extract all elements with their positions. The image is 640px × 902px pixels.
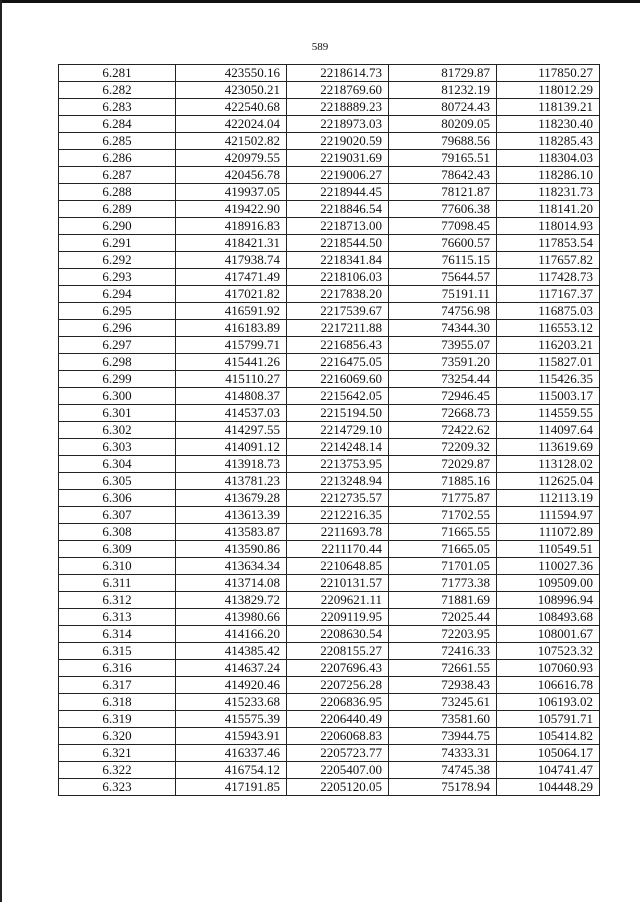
table-row: [59, 626, 600, 643]
point-id-cell: 6.303: [59, 439, 176, 456]
table-row: [59, 133, 600, 150]
value-a-cell: 417938.74: [176, 252, 287, 269]
value-c-cell: 71702.55: [389, 507, 497, 524]
point-id-cell: 6.297: [59, 337, 176, 354]
value-c-cell: 76115.15: [389, 252, 497, 269]
value-a-cell: 414385.42: [176, 643, 287, 660]
value-c-cell: 73591.20: [389, 354, 497, 371]
point-id-cell: 6.312: [59, 592, 176, 609]
value-b-cell: 2218341.84: [287, 252, 389, 269]
value-b-cell: 2218544.50: [287, 235, 389, 252]
value-a-cell: 413714.08: [176, 575, 287, 592]
point-id-cell: 6.307: [59, 507, 176, 524]
value-b-cell: 2219020.59: [287, 133, 389, 150]
value-b-cell: 2213248.94: [287, 473, 389, 490]
table-row: [59, 303, 600, 320]
value-d-cell: 104741.47: [497, 762, 600, 779]
point-id-cell: 6.304: [59, 456, 176, 473]
value-a-cell: 415233.68: [176, 694, 287, 711]
coordinate-table: [58, 64, 600, 796]
point-id-cell: 6.306: [59, 490, 176, 507]
value-a-cell: 423550.16: [176, 65, 287, 82]
value-b-cell: 2218973.03: [287, 116, 389, 133]
value-c-cell: 72209.32: [389, 439, 497, 456]
value-a-cell: 413829.72: [176, 592, 287, 609]
value-b-cell: 2206836.95: [287, 694, 389, 711]
value-a-cell: 417191.85: [176, 779, 287, 796]
value-b-cell: 2217211.88: [287, 320, 389, 337]
table-row: [59, 473, 600, 490]
value-a-cell: 416337.46: [176, 745, 287, 762]
value-c-cell: 79165.51: [389, 150, 497, 167]
table-row: [59, 507, 600, 524]
value-a-cell: 415799.71: [176, 337, 287, 354]
value-d-cell: 113619.69: [497, 439, 600, 456]
value-c-cell: 73955.07: [389, 337, 497, 354]
value-b-cell: 2216069.60: [287, 371, 389, 388]
table-row: [59, 405, 600, 422]
value-d-cell: 111594.97: [497, 507, 600, 524]
table-row: [59, 745, 600, 762]
point-id-cell: 6.321: [59, 745, 176, 762]
value-a-cell: 413781.23: [176, 473, 287, 490]
value-c-cell: 78121.87: [389, 184, 497, 201]
value-c-cell: 71701.05: [389, 558, 497, 575]
value-b-cell: 2219006.27: [287, 167, 389, 184]
value-a-cell: 418916.83: [176, 218, 287, 235]
value-d-cell: 105791.71: [497, 711, 600, 728]
point-id-cell: 6.291: [59, 235, 176, 252]
value-c-cell: 73245.61: [389, 694, 497, 711]
table-row: [59, 252, 600, 269]
table-row: [59, 456, 600, 473]
value-b-cell: 2216856.43: [287, 337, 389, 354]
value-c-cell: 76600.57: [389, 235, 497, 252]
point-id-cell: 6.315: [59, 643, 176, 660]
value-c-cell: 72025.44: [389, 609, 497, 626]
table-row: [59, 354, 600, 371]
table-row: [59, 660, 600, 677]
value-b-cell: 2218614.73: [287, 65, 389, 82]
value-d-cell: 110027.36: [497, 558, 600, 575]
table-row: [59, 711, 600, 728]
value-a-cell: 419422.90: [176, 201, 287, 218]
value-a-cell: 419937.05: [176, 184, 287, 201]
value-c-cell: 79688.56: [389, 133, 497, 150]
point-id-cell: 6.282: [59, 82, 176, 99]
table-row: [59, 286, 600, 303]
value-d-cell: 118285.43: [497, 133, 600, 150]
value-d-cell: 118231.73: [497, 184, 600, 201]
table-row: [59, 65, 600, 82]
value-b-cell: 2219031.69: [287, 150, 389, 167]
point-id-cell: 6.317: [59, 677, 176, 694]
value-b-cell: 2210131.57: [287, 575, 389, 592]
value-a-cell: 420456.78: [176, 167, 287, 184]
point-id-cell: 6.323: [59, 779, 176, 796]
value-d-cell: 116553.12: [497, 320, 600, 337]
table-row: [59, 779, 600, 796]
value-d-cell: 117853.54: [497, 235, 600, 252]
point-id-cell: 6.287: [59, 167, 176, 184]
point-id-cell: 6.283: [59, 99, 176, 116]
value-c-cell: 75644.57: [389, 269, 497, 286]
value-a-cell: 413613.39: [176, 507, 287, 524]
point-id-cell: 6.318: [59, 694, 176, 711]
table-row: [59, 762, 600, 779]
value-d-cell: 117657.82: [497, 252, 600, 269]
table-row: [59, 82, 600, 99]
value-a-cell: 415441.26: [176, 354, 287, 371]
point-id-cell: 6.290: [59, 218, 176, 235]
table-row: [59, 592, 600, 609]
value-d-cell: 110549.51: [497, 541, 600, 558]
value-d-cell: 118286.10: [497, 167, 600, 184]
page-number: 589: [311, 41, 329, 53]
value-b-cell: 2211170.44: [287, 541, 389, 558]
value-c-cell: 72203.95: [389, 626, 497, 643]
value-a-cell: 417471.49: [176, 269, 287, 286]
value-d-cell: 117850.27: [497, 65, 600, 82]
value-a-cell: 413980.66: [176, 609, 287, 626]
value-a-cell: 417021.82: [176, 286, 287, 303]
value-d-cell: 117167.37: [497, 286, 600, 303]
value-d-cell: 115426.35: [497, 371, 600, 388]
value-b-cell: 2210648.85: [287, 558, 389, 575]
value-d-cell: 105064.17: [497, 745, 600, 762]
value-b-cell: 2208155.27: [287, 643, 389, 660]
value-b-cell: 2213753.95: [287, 456, 389, 473]
value-d-cell: 107060.93: [497, 660, 600, 677]
value-b-cell: 2205120.05: [287, 779, 389, 796]
value-c-cell: 73944.75: [389, 728, 497, 745]
value-a-cell: 414808.37: [176, 388, 287, 405]
value-d-cell: 111072.89: [497, 524, 600, 541]
value-c-cell: 80724.43: [389, 99, 497, 116]
value-b-cell: 2206440.49: [287, 711, 389, 728]
value-d-cell: 116203.21: [497, 337, 600, 354]
value-a-cell: 414091.12: [176, 439, 287, 456]
table-row: [59, 694, 600, 711]
table-row: [59, 524, 600, 541]
value-b-cell: 2206068.83: [287, 728, 389, 745]
value-b-cell: 2209119.95: [287, 609, 389, 626]
table-row: [59, 728, 600, 745]
value-c-cell: 71885.16: [389, 473, 497, 490]
value-a-cell: 415575.39: [176, 711, 287, 728]
value-c-cell: 81232.19: [389, 82, 497, 99]
value-d-cell: 117428.73: [497, 269, 600, 286]
value-b-cell: 2215194.50: [287, 405, 389, 422]
table-row: [59, 490, 600, 507]
value-a-cell: 414166.20: [176, 626, 287, 643]
value-c-cell: 74333.31: [389, 745, 497, 762]
value-d-cell: 114559.55: [497, 405, 600, 422]
point-id-cell: 6.314: [59, 626, 176, 643]
value-c-cell: 75191.11: [389, 286, 497, 303]
value-c-cell: 74756.98: [389, 303, 497, 320]
value-d-cell: 118139.21: [497, 99, 600, 116]
value-c-cell: 75178.94: [389, 779, 497, 796]
point-id-cell: 6.301: [59, 405, 176, 422]
value-b-cell: 2215642.05: [287, 388, 389, 405]
table-row: [59, 235, 600, 252]
value-a-cell: 423050.21: [176, 82, 287, 99]
value-a-cell: 421502.82: [176, 133, 287, 150]
value-d-cell: 118014.93: [497, 218, 600, 235]
table-row: [59, 320, 600, 337]
table-row: [59, 116, 600, 133]
value-a-cell: 416591.92: [176, 303, 287, 320]
value-a-cell: 416183.89: [176, 320, 287, 337]
table-row: [59, 184, 600, 201]
value-c-cell: 72938.43: [389, 677, 497, 694]
value-d-cell: 108996.94: [497, 592, 600, 609]
value-c-cell: 71665.55: [389, 524, 497, 541]
table-row: [59, 439, 600, 456]
value-d-cell: 108493.68: [497, 609, 600, 626]
value-b-cell: 2212216.35: [287, 507, 389, 524]
table-row: [59, 269, 600, 286]
value-c-cell: 72029.87: [389, 456, 497, 473]
point-id-cell: 6.316: [59, 660, 176, 677]
table-row: [59, 541, 600, 558]
point-id-cell: 6.313: [59, 609, 176, 626]
value-d-cell: 118012.29: [497, 82, 600, 99]
value-b-cell: 2217838.20: [287, 286, 389, 303]
value-a-cell: 413583.87: [176, 524, 287, 541]
value-c-cell: 80209.05: [389, 116, 497, 133]
point-id-cell: 6.292: [59, 252, 176, 269]
value-a-cell: 416754.12: [176, 762, 287, 779]
point-id-cell: 6.293: [59, 269, 176, 286]
value-c-cell: 77098.45: [389, 218, 497, 235]
value-b-cell: 2211693.78: [287, 524, 389, 541]
value-c-cell: 71775.87: [389, 490, 497, 507]
value-c-cell: 71881.69: [389, 592, 497, 609]
point-id-cell: 6.309: [59, 541, 176, 558]
value-b-cell: 2207256.28: [287, 677, 389, 694]
value-c-cell: 72661.55: [389, 660, 497, 677]
value-b-cell: 2214248.14: [287, 439, 389, 456]
value-a-cell: 413679.28: [176, 490, 287, 507]
point-id-cell: 6.298: [59, 354, 176, 371]
value-c-cell: 72946.45: [389, 388, 497, 405]
point-id-cell: 6.322: [59, 762, 176, 779]
point-id-cell: 6.294: [59, 286, 176, 303]
value-d-cell: 118141.20: [497, 201, 600, 218]
point-id-cell: 6.288: [59, 184, 176, 201]
table-row: [59, 337, 600, 354]
table-row: [59, 422, 600, 439]
value-b-cell: 2208630.54: [287, 626, 389, 643]
value-b-cell: 2205723.77: [287, 745, 389, 762]
value-a-cell: 414537.03: [176, 405, 287, 422]
point-id-cell: 6.299: [59, 371, 176, 388]
value-c-cell: 74344.30: [389, 320, 497, 337]
value-a-cell: 422540.68: [176, 99, 287, 116]
value-d-cell: 118304.03: [497, 150, 600, 167]
value-b-cell: 2218769.60: [287, 82, 389, 99]
value-d-cell: 104448.29: [497, 779, 600, 796]
table-row: [59, 643, 600, 660]
value-a-cell: 413590.86: [176, 541, 287, 558]
value-a-cell: 413918.73: [176, 456, 287, 473]
value-c-cell: 74745.38: [389, 762, 497, 779]
value-b-cell: 2212735.57: [287, 490, 389, 507]
value-d-cell: 115827.01: [497, 354, 600, 371]
point-id-cell: 6.319: [59, 711, 176, 728]
value-c-cell: 81729.87: [389, 65, 497, 82]
value-d-cell: 113128.02: [497, 456, 600, 473]
value-d-cell: 112113.19: [497, 490, 600, 507]
value-a-cell: 415943.91: [176, 728, 287, 745]
value-a-cell: 415110.27: [176, 371, 287, 388]
table-row: [59, 99, 600, 116]
point-id-cell: 6.289: [59, 201, 176, 218]
value-c-cell: 73254.44: [389, 371, 497, 388]
table-row: [59, 167, 600, 184]
value-b-cell: 2217539.67: [287, 303, 389, 320]
value-d-cell: 115003.17: [497, 388, 600, 405]
scan-edge-left: [0, 0, 2, 902]
value-d-cell: 109509.00: [497, 575, 600, 592]
point-id-cell: 6.295: [59, 303, 176, 320]
point-id-cell: 6.284: [59, 116, 176, 133]
table-body: [59, 65, 600, 796]
table-row: [59, 388, 600, 405]
point-id-cell: 6.311: [59, 575, 176, 592]
value-c-cell: 71665.05: [389, 541, 497, 558]
point-id-cell: 6.310: [59, 558, 176, 575]
value-a-cell: 422024.04: [176, 116, 287, 133]
value-d-cell: 107523.32: [497, 643, 600, 660]
value-b-cell: 2218713.00: [287, 218, 389, 235]
table-row: [59, 575, 600, 592]
point-id-cell: 6.320: [59, 728, 176, 745]
scan-edge-top: [0, 0, 640, 3]
table-row: [59, 677, 600, 694]
value-d-cell: 116875.03: [497, 303, 600, 320]
value-d-cell: 106193.02: [497, 694, 600, 711]
value-b-cell: 2205407.00: [287, 762, 389, 779]
value-a-cell: 414637.24: [176, 660, 287, 677]
value-c-cell: 77606.38: [389, 201, 497, 218]
value-b-cell: 2218106.03: [287, 269, 389, 286]
value-b-cell: 2207696.43: [287, 660, 389, 677]
point-id-cell: 6.281: [59, 65, 176, 82]
value-a-cell: 413634.34: [176, 558, 287, 575]
value-a-cell: 418421.31: [176, 235, 287, 252]
point-id-cell: 6.286: [59, 150, 176, 167]
value-a-cell: 420979.55: [176, 150, 287, 167]
value-b-cell: 2218889.23: [287, 99, 389, 116]
value-c-cell: 71773.38: [389, 575, 497, 592]
value-d-cell: 106616.78: [497, 677, 600, 694]
value-b-cell: 2216475.05: [287, 354, 389, 371]
value-d-cell: 114097.64: [497, 422, 600, 439]
value-a-cell: 414297.55: [176, 422, 287, 439]
table-row: [59, 371, 600, 388]
table-row: [59, 558, 600, 575]
point-id-cell: 6.285: [59, 133, 176, 150]
value-b-cell: 2214729.10: [287, 422, 389, 439]
value-b-cell: 2218846.54: [287, 201, 389, 218]
table-row: [59, 218, 600, 235]
point-id-cell: 6.300: [59, 388, 176, 405]
value-d-cell: 108001.67: [497, 626, 600, 643]
table-row: [59, 150, 600, 167]
value-b-cell: 2209621.11: [287, 592, 389, 609]
value-c-cell: 72668.73: [389, 405, 497, 422]
table-row: [59, 609, 600, 626]
value-b-cell: 2218944.45: [287, 184, 389, 201]
table-row: [59, 201, 600, 218]
point-id-cell: 6.296: [59, 320, 176, 337]
point-id-cell: 6.308: [59, 524, 176, 541]
value-d-cell: 105414.82: [497, 728, 600, 745]
value-a-cell: 414920.46: [176, 677, 287, 694]
value-c-cell: 73581.60: [389, 711, 497, 728]
point-id-cell: 6.305: [59, 473, 176, 490]
value-d-cell: 118230.40: [497, 116, 600, 133]
value-d-cell: 112625.04: [497, 473, 600, 490]
value-c-cell: 72422.62: [389, 422, 497, 439]
value-c-cell: 78642.43: [389, 167, 497, 184]
value-c-cell: 72416.33: [389, 643, 497, 660]
point-id-cell: 6.302: [59, 422, 176, 439]
